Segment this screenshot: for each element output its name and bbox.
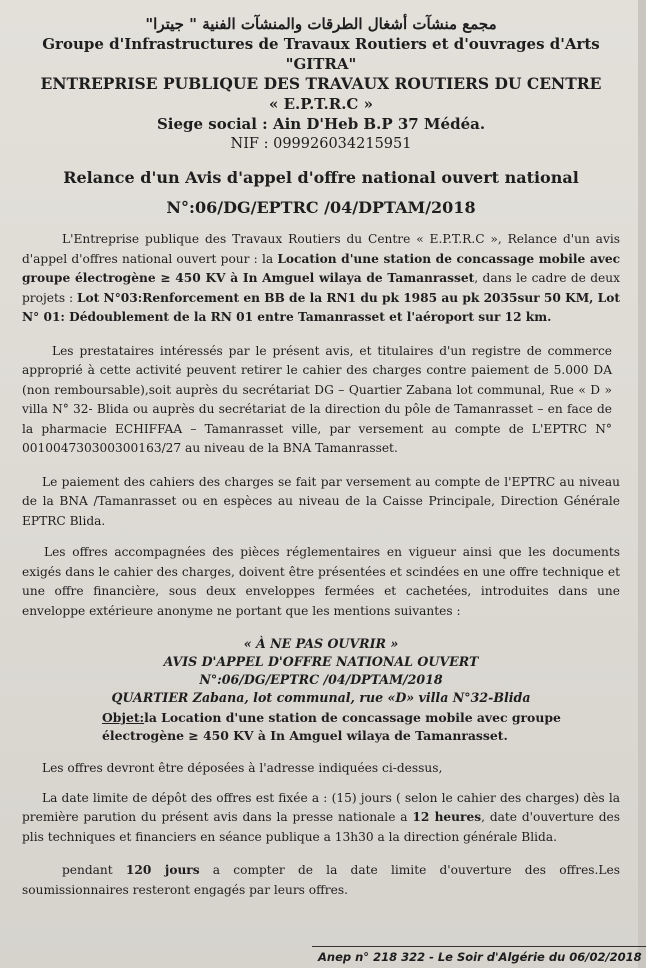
- engagement-days: 120 jours: [125, 863, 200, 877]
- engagement-text-2: a compter de la date limite d'ouverture des offres.Les soumissionnaires resteront engagés par leurs offres.: [22, 863, 620, 897]
- objet-text: la Location d'une station de concassage mobile avec groupe électrogène ≥ 450 KV à In Amguel wilaya de Tamanrasset.: [102, 710, 561, 743]
- objet-label: Objet:: [102, 710, 145, 725]
- intro-lots: Lot N°03:Renforcement en BB de la RN1 du pk 1985 au pk 2035sur 50 KM, Lot N° 01: Dédoublement de la RN 01 entre Tamanrasset et l'aéroport sur 12 km.: [22, 290, 620, 324]
- paragraph-offres: Les offres accompagnées des pièces réglementaires en vigueur ainsi que les documents exigés dans le cahier des charges, doivent être présentées et scindées en une offre technique et une offre financière, sous deux enveloppes fermées et cachetées, introduites dans une enveloppe extérieure anonyme ne portant que les mentions suivantes :: [22, 545, 620, 618]
- mention-adresse: QUARTIER Zabana, lot communal, rue «D» villa N°32-Blida: [111, 690, 531, 705]
- arabic-title: مجمع منشآت أشغال الطرقات والمنشآت الفنية " جيترا": [145, 15, 497, 33]
- intro-object: Location d'une station de concassage mobile avec groupe électrogène ≥ 450 KV à In Amguel wilaya de Tamanrasset: [22, 251, 621, 285]
- notice-content: [22, 14, 620, 900]
- notice-number: N°:06/DG/EPTRC /04/DPTAM/2018: [166, 198, 476, 217]
- date-text-2: , date d'ouverture des plis techniques et financiers en séance publique a 13h30 a la direction générale Blida.: [22, 810, 621, 844]
- company-acronym: « E.P.T.R.C »: [269, 95, 373, 113]
- intro-text: L'Entreprise publique des Travaux Routiers du Centre « E.P.T.R.C », Relance d'un avis d'appel d'offres national ouvert pour : la: [22, 232, 620, 266]
- paragraph-paiement: Le paiement des cahiers des charges se fait par versement au compte de l'EPTRC au niveau de la BNA /Tamanrasset ou en espèces au niveau de la Caisse Principale, Direction Générale EPTRC Blida.: [22, 474, 620, 528]
- envelope-mentions: [22, 635, 620, 707]
- mention-avis: AVIS D'APPEL D'OFFRE NATIONAL OUVERT: [163, 654, 479, 669]
- paragraph-date-limite: [22, 789, 620, 848]
- paragraph-depot: Les offres devront être déposées à l'adresse indiquées ci-dessus,: [42, 761, 443, 775]
- paragraph-intro: [22, 230, 620, 328]
- paragraph-retrait: Les prestataires intéressés par le présent avis, et titulaires d'un registre de commerce approprié à cette activité peuvent retirer le cahier des charges contre paiement de 5.000 DA (non remboursable),soit auprès du secrétariat DG – Quartier Zabana lot communal, Rue « D » villa N° 32- Blida ou auprès du secrétariat de la direction du pôle de Tamanrasset – en face de la pharmacie ECHIFFAA – Tamanrasset ville, par versement au compte de L'EPTRC N° 001004730300300163/27 au niveau de la BNA Tamanrasset.: [22, 343, 612, 455]
- notice-title: Relance d'un Avis d'appel d'offre national ouvert national: [63, 168, 579, 187]
- mention-ne-pas-ouvrir: « À NE PAS OUVRIR »: [243, 636, 399, 651]
- group-name: Groupe d'Infrastructures de Travaux Routiers et d'ouvrages d'Arts: [42, 35, 600, 53]
- group-acronym: "GITRA": [285, 55, 357, 73]
- objet: [22, 709, 620, 745]
- nif: NIF : 099926034215951: [230, 136, 412, 152]
- date-text: La date limite de dépôt des offres est fixée a : (15) jours ( selon le cahier des charges) dès la première parution du présent avis dans la presse nationale a: [22, 790, 620, 824]
- mention-numero: N°:06/DG/EPTRC /04/DPTAM/2018: [199, 672, 443, 687]
- company-name: ENTREPRISE PUBLIQUE DES TRAVAUX ROUTIERS DU CENTRE: [40, 74, 602, 93]
- anep-footer: Anep n° 218 322 - Le Soir d'Algérie du 06/02/2018: [312, 946, 646, 966]
- paragraph-engagement: [22, 861, 620, 900]
- paper-edge: [638, 0, 646, 968]
- intro-text-2: , dans le cadre de deux projets :: [22, 271, 620, 305]
- engagement-text: pendant: [62, 863, 126, 877]
- siege-social: Siege social : Ain D'Heb B.P 37 Médéa.: [156, 115, 486, 133]
- date-hour: 12 heures: [412, 810, 482, 824]
